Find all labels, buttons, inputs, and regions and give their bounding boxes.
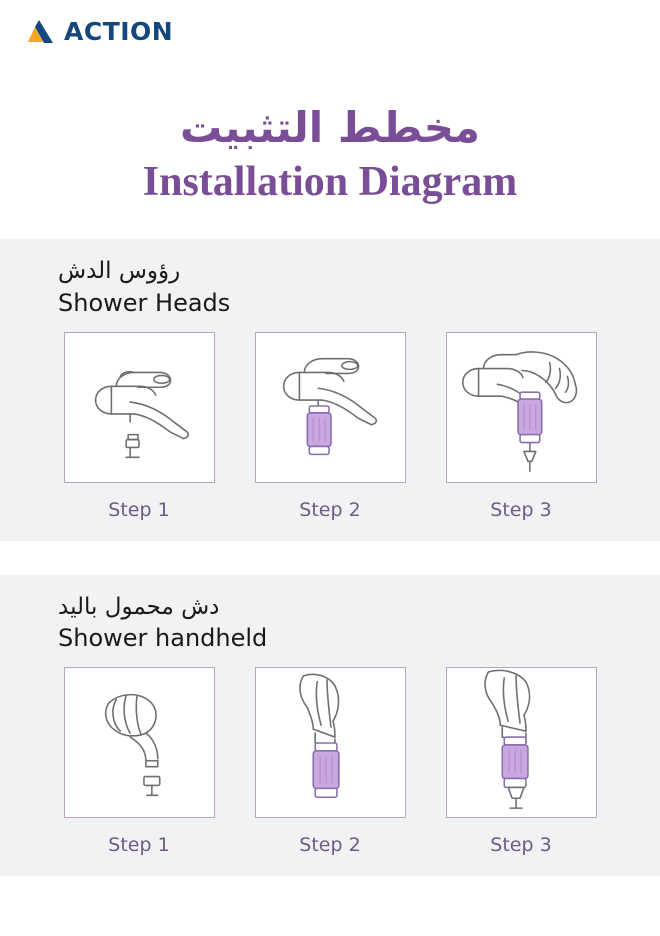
- section-label-arabic: دش محمول باليد: [58, 593, 220, 620]
- section-label-english: Shower handheld: [58, 624, 268, 653]
- section-shower-handheld: [0, 575, 660, 877]
- step-item: [445, 667, 598, 856]
- step-caption: Step 2: [299, 498, 361, 521]
- page-title-arabic: مخطط التثبيت: [180, 103, 480, 152]
- section-label-arabic: رؤوس الدش: [58, 257, 181, 284]
- step-illustration-hand-tightening-filter-on-faucet: [446, 332, 597, 483]
- step-illustration-handheld-shower-with-filter-attached: [255, 667, 406, 818]
- section-shower-heads: [0, 239, 660, 541]
- step-caption: Step 1: [108, 498, 170, 521]
- step-item: [63, 332, 216, 521]
- step-caption: Step 2: [299, 834, 361, 857]
- step-caption: Step 1: [108, 834, 170, 857]
- brand-name: ACTION: [64, 16, 174, 46]
- bottom-spacer: [0, 876, 660, 936]
- section-shower-heads-label: [0, 257, 660, 318]
- step-illustration-faucet-with-filter-attached: [255, 332, 406, 483]
- step-caption: Step 3: [490, 834, 552, 857]
- section-shower-handheld-label: [0, 593, 660, 654]
- step-illustration-faucet-with-loose-adapter: [64, 332, 215, 483]
- step-item: [254, 667, 407, 856]
- step-illustration-handheld-shower-filter-with-hose: [446, 667, 597, 818]
- step-item: [254, 332, 407, 521]
- brand-header: [0, 0, 660, 62]
- page-title-english: Installation Diagram: [142, 158, 518, 205]
- brand-logo: [26, 17, 173, 46]
- step-caption: Step 3: [490, 498, 552, 521]
- steps-row-shower-heads: [0, 332, 660, 521]
- page-title: [0, 62, 660, 205]
- step-item: [63, 667, 216, 856]
- step-item: [445, 332, 598, 521]
- step-illustration-handheld-shower-with-loose-adapter: [64, 667, 215, 818]
- steps-row-shower-handheld: [0, 667, 660, 856]
- section-label-english: Shower Heads: [58, 288, 231, 317]
- action-triangle-logo-icon: [26, 18, 56, 44]
